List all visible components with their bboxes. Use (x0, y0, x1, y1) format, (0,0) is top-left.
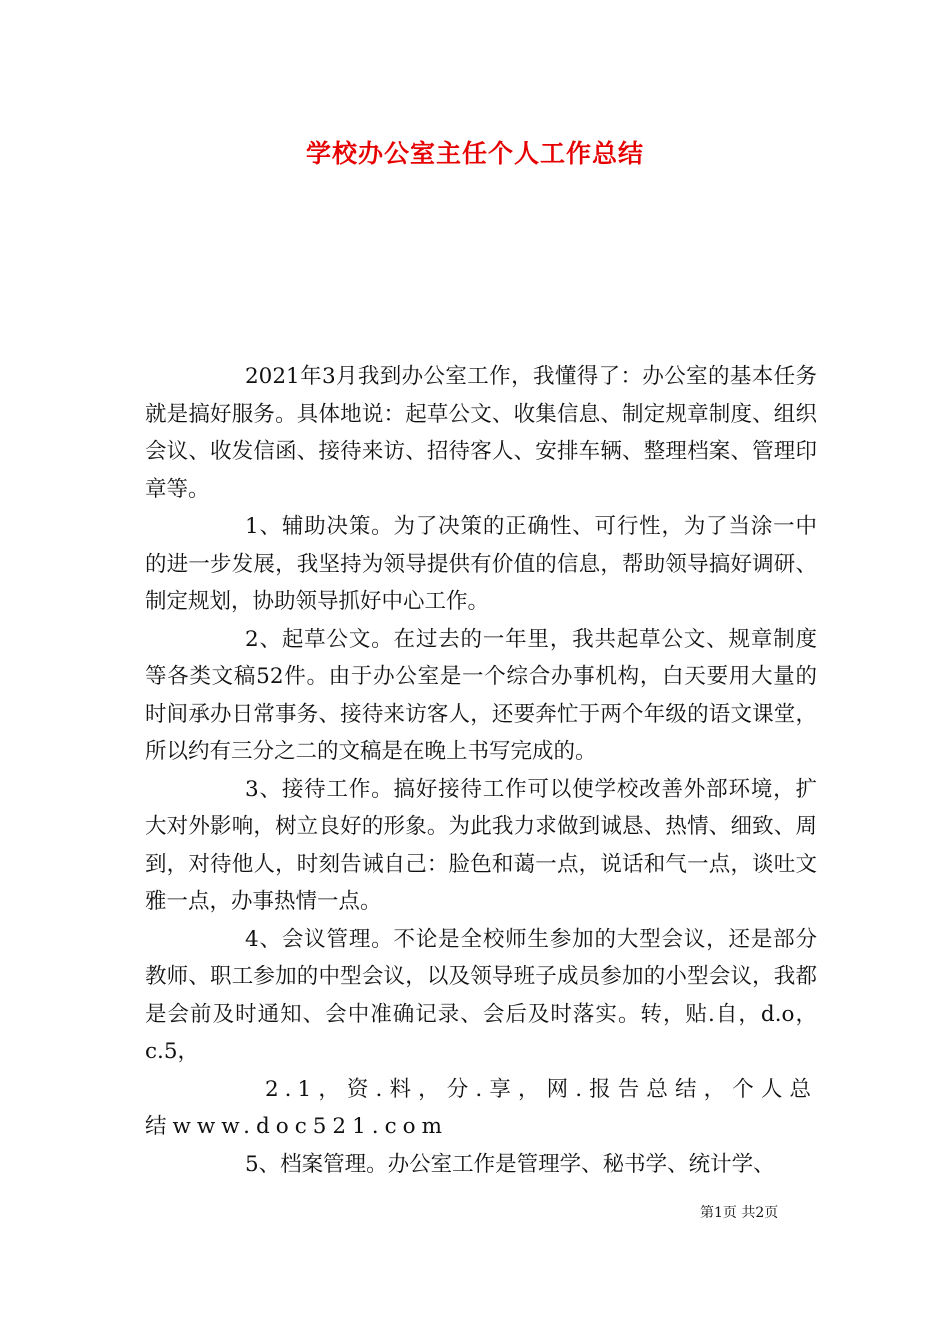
paragraph-meetings: 4、会议管理。不论是全校师生参加的大型会议，还是部分教师、职工参加的中型会议，以及领导班子成员参加的小型会议，我都是会前及时通知、会中准确记录、会后及时落实。转，贴.自，d.o，c.5， (145, 926, 817, 1064)
paragraph-decision-support: 1、辅助决策。为了决策的正确性、可行性，为了当涂一中的进一步发展，我坚持为领导提供有价值的信息，帮助领导搞好调研、制定规划，协助领导抓好中心工作。 (145, 514, 817, 614)
paragraph-drafting: 2、起草公文。在过去的一年里，我共起草公文、规章制度等各类文稿52件。由于办公室是一个综合办事机构，白天要用大量的时间承办日常事务、接待来访客人，还要奔忙于两个年级的语文课堂，所以约有三分之二的文稿是在晚上书写完成的。 (145, 626, 817, 764)
document-title: 学校办公室主任个人工作总结 (305, 139, 644, 168)
paragraph-source-note: 2.1，资.料，分.享，网.报告总结，个人总结www.doc521.com (145, 1076, 817, 1139)
paragraph-intro: 2021年3月我到办公室工作，我懂得了：办公室的基本任务就是搞好服务。具体地说：起草公文、收集信息、制定规章制度、组织会议、收发信函、接待来访、招待客人、安排车辆、整理档案、管理印章等。 (145, 364, 817, 502)
page-number-footer: 第1页 共2页 (700, 1205, 779, 1221)
paragraph-reception: 3、接待工作。搞好接待工作可以使学校改善外部环境，扩大对外影响，树立良好的形象。为此我力求做到诚恳、热情、细致、周到，对待他人，时刻告诫自己：脸色和蔼一点，说话和气一点，谈吐文雅一点，办事热情一点。 (145, 776, 817, 914)
paragraph-archives: 5、档案管理。办公室工作是管理学、秘书学、统计学、 (245, 1151, 775, 1177)
document-body (145, 358, 817, 1183)
